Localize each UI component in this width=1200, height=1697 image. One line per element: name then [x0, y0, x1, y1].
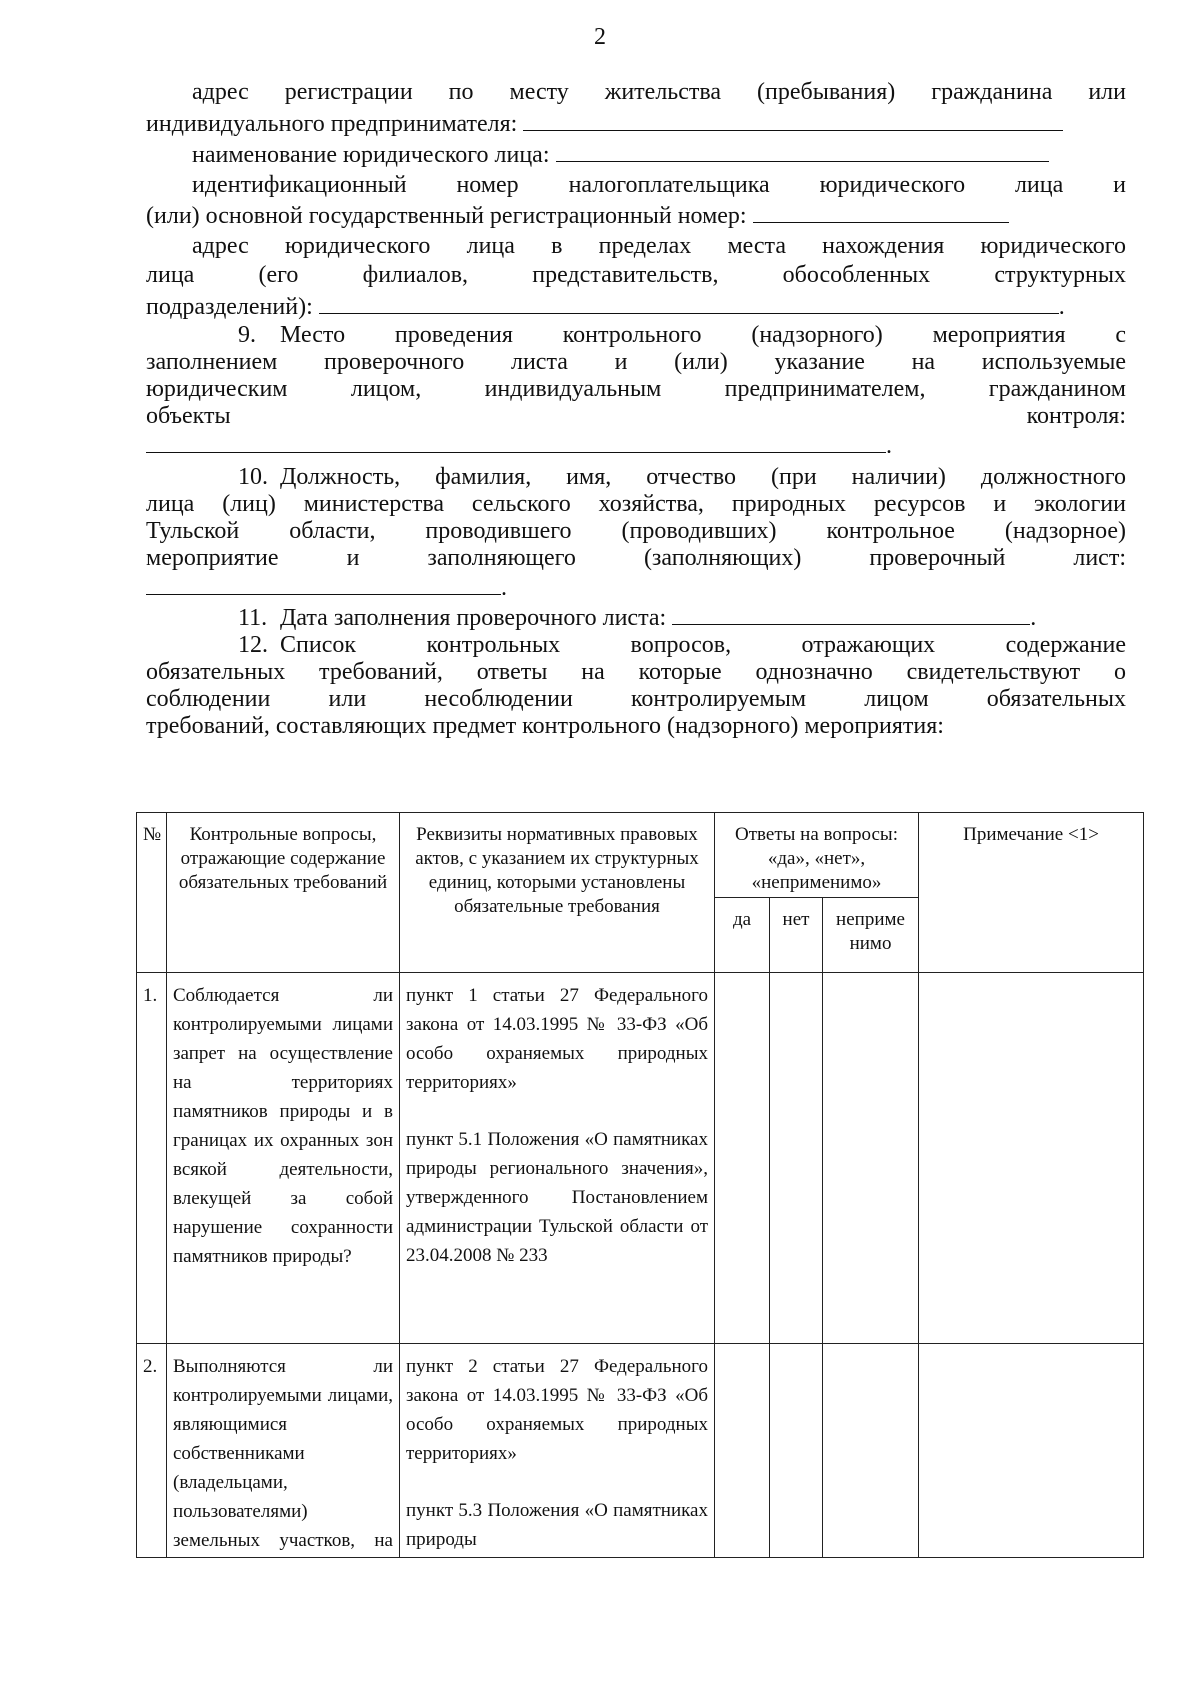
header-number: № — [137, 813, 167, 973]
item-11-line: 11. Дата заполнения проверочного листа: . — [146, 602, 1126, 632]
row-1-requisite-1: пункт 1 статьи 27 Федерального закона от 14.03.1995 № 33-ФЗ «Об особо охраняемых природных территориях» — [406, 985, 708, 1093]
header-no-answer: нет — [770, 898, 823, 973]
row-2-number: 2. — [137, 1344, 167, 1558]
row-2-requisites — [400, 1344, 715, 1558]
item-12-line-2: обязательных требований, ответы на которые однозначно свидетельствуют о — [146, 659, 1126, 685]
item-12-line-4: требований, составляющих предмет контрольного (надзорного) мероприятия: — [146, 713, 944, 739]
item-9-control: контроля: — [1026, 403, 1126, 429]
item-10-line-2: лица (лиц) министерства сельского хозяйства, природных ресурсов и экологии — [146, 491, 1126, 517]
inn-blank — [753, 200, 1009, 223]
legal-address-line-3: подразделений): . — [146, 291, 1126, 323]
item-12-line-1 — [146, 632, 1126, 659]
table-row — [137, 973, 1144, 1344]
table-header-row — [137, 813, 1144, 898]
address-citizen-blank — [523, 108, 1063, 131]
item-9-line-4 — [146, 403, 1126, 430]
row-2-yes-cell[interactable] — [715, 1344, 770, 1558]
item-9-blank — [146, 430, 886, 453]
checklist-table — [136, 812, 1144, 1558]
row-2-question: Выполняются ли контролируемыми лицами, являющимися собственниками (владельцами, пользователями) земельных участков, на — [167, 1344, 400, 1558]
item-10-blank-line: . — [146, 572, 1126, 602]
item-10-line-1 — [146, 464, 1126, 491]
item-12-line-3: соблюдении или несоблюдении контролируемым лицом обязательных — [146, 686, 1126, 712]
row-1-number: 1. — [137, 973, 167, 1344]
legal-address-line-1: адрес юридического лица в пределах места нахождения юридического — [192, 232, 1126, 259]
table-row — [137, 1344, 1144, 1558]
item-9-line-1 — [146, 322, 1126, 349]
address-citizen-label: индивидуального предпринимателя: — [146, 110, 518, 137]
item-11-text: Дата заполнения проверочного листа: — [280, 605, 667, 631]
form-body — [146, 78, 1126, 740]
row-1-na-cell[interactable] — [823, 973, 919, 1344]
row-2-no-cell[interactable] — [770, 1344, 823, 1558]
item-10-blank — [146, 572, 501, 595]
item-9-text-1: Место проведения контрольного (надзорного) мероприятия с — [280, 322, 1126, 348]
header-answers: Ответы на вопросы: «да», «нет», «неприменимо» — [715, 813, 919, 898]
row-2-requisite-1: пункт 2 статьи 27 Федерального закона от 14.03.1995 № 33-ФЗ «Об особо охраняемых природных территориях» — [406, 1356, 708, 1464]
legal-address-blank — [319, 291, 1059, 314]
item-10-line-3: Тульской области, проводившего (проводивших) контрольное (надзорное) — [146, 518, 1126, 544]
item-12-text-1: Список контрольных вопросов, отражающих содержание — [280, 632, 1126, 658]
item-10-number: 10. — [238, 464, 268, 490]
item-11-blank — [672, 602, 1030, 625]
row-1-requisites — [400, 973, 715, 1344]
legal-name-line — [146, 139, 1126, 171]
row-1-no-cell[interactable] — [770, 973, 823, 1344]
row-1-requisite-2: пункт 5.1 Положения «О памятниках природы регионального значения», утвержденного Постановлением администрации Тульской области от 23.04.2008 № 233 — [406, 1129, 708, 1266]
inn-line-1: идентификационный номер налогоплательщика юридического лица и — [192, 171, 1126, 198]
row-1-question: Соблюдается ли контролируемыми лицами запрет на осуществление на территориях памятников природы и в границах их охранных зон всякой деятельности, влекущей за собой нарушение сохранности памятников природы? — [167, 973, 400, 1344]
item-9-line-3: юридическим лицом, индивидуальным предпринимателем, гражданином — [146, 376, 1126, 402]
address-citizen-line-2 — [146, 108, 1126, 140]
legal-address-label: подразделений): — [146, 293, 313, 320]
row-1-yes-cell[interactable] — [715, 973, 770, 1344]
item-12-number: 12. — [238, 632, 268, 658]
legal-name-blank — [556, 139, 1049, 162]
inn-label: (или) основной государственный регистрационный номер: — [146, 203, 747, 229]
item-10-line-4: мероприятие и заполняющего (заполняющих) проверочный лист: — [146, 545, 1126, 571]
header-note: Примечание <1> — [919, 813, 1144, 973]
page-number: 2 — [594, 24, 606, 50]
header-not-applicable: неприменимо — [823, 898, 919, 973]
row-1-note-cell[interactable] — [919, 973, 1144, 1344]
item-11-number: 11. — [238, 605, 268, 631]
row-2-note-cell[interactable] — [919, 1344, 1144, 1558]
row-2-na-cell[interactable] — [823, 1344, 919, 1558]
legal-name-label: наименование юридического лица: — [192, 142, 550, 168]
row-2-requisite-2: пункт 5.3 Положения «О памятниках природы — [406, 1500, 708, 1550]
item-9-objects: объекты — [146, 403, 231, 429]
header-requisites: Реквизиты нормативных правовых актов, с указанием их структурных единиц, которыми установлены обязательные требования — [400, 813, 715, 973]
header-yes: да — [715, 898, 770, 973]
inn-line-2 — [146, 200, 1126, 232]
item-10-text-1: Должность, фамилия, имя, отчество (при наличии) должностного — [280, 464, 1126, 490]
item-9-line-2: заполнением проверочного листа и (или) указание на используемые — [146, 349, 1126, 375]
address-citizen-line-1: адрес регистрации по месту жительства (пребывания) гражданина или — [192, 79, 1126, 105]
item-9-blank-line: . — [146, 430, 1126, 460]
header-questions: Контрольные вопросы, отражающие содержание обязательных требований — [167, 813, 400, 973]
item-9-number: 9. — [238, 322, 256, 348]
legal-address-line-2: лица (его филиалов, представительств, обособленных структурных — [146, 262, 1126, 288]
